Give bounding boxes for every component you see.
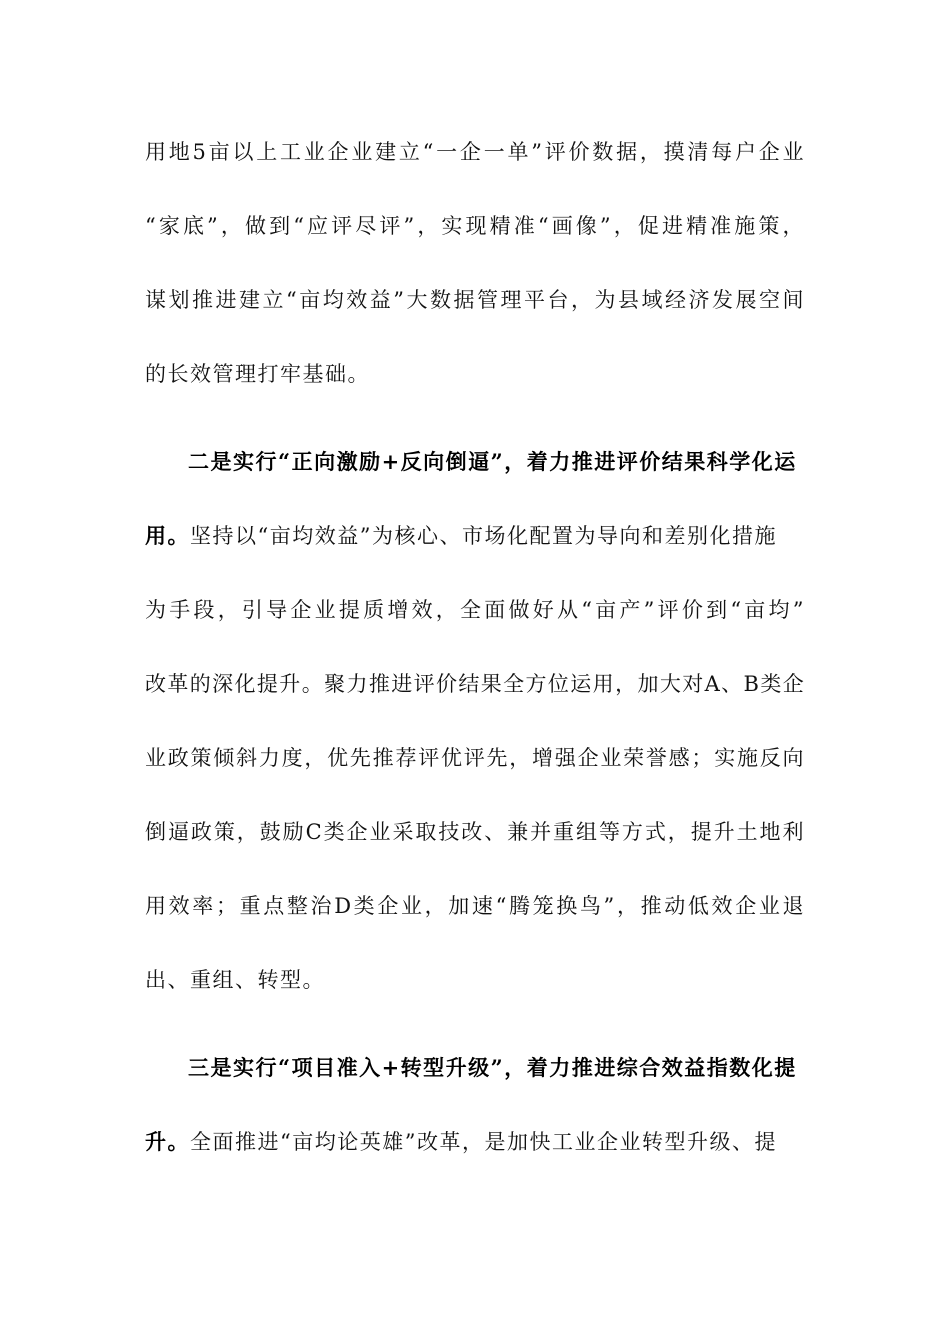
section-heading-line (188, 1051, 805, 1085)
line-text: 全面推进“亩均论英雄”改革，是加快工业企业转型升级、提 (190, 1130, 777, 1154)
line-text: 的长效管理打牢基础。 (145, 362, 370, 386)
line-text: “家底”，做到“应评尽评”，实现精准“画像”，促进精准施策， (145, 214, 805, 238)
line-text: 改革的深化提升。聚力推进评价结果全方位运用，加大对A、B类企 (145, 672, 805, 696)
line-text: 用地5亩以上工业企业建立“一企一单”评价数据，摸清每户企业 (145, 140, 805, 164)
section-heading-end: 升。 (145, 1129, 190, 1154)
line-text: 出、重组、转型。 (145, 968, 325, 992)
paragraph-line (145, 135, 805, 169)
line-text: 倒逼政策，鼓励C类企业采取技改、兼并重组等方式，提升土地利 (145, 820, 805, 844)
section-heading: 三是实行“项目准入+转型升级”，着力推进综合效益指数化提 (188, 1055, 797, 1080)
line-text: 谋划推进建立“亩均效益”大数据管理平台，为县域经济发展空间 (145, 288, 805, 312)
paragraph-line (145, 815, 805, 849)
line-text: 为手段，引导企业提质增效，全面做好从“亩产”评价到“亩均” (145, 598, 805, 622)
paragraph-line (145, 963, 805, 997)
paragraph-line (145, 889, 805, 923)
paragraph-line (145, 283, 805, 317)
paragraph-line (145, 741, 805, 775)
paragraph-line (145, 1125, 805, 1159)
section-heading-line (188, 445, 805, 479)
line-text: 坚持以“亩均效益”为核心、市场化配置为导向和差别化措施 (190, 524, 777, 548)
line-text: 用效率；重点整治D类企业，加速“腾笼换鸟”，推动低效企业退 (145, 894, 805, 918)
section-heading-end: 用。 (145, 523, 190, 548)
paragraph-line (145, 519, 805, 553)
paragraph-line (145, 357, 805, 391)
line-text: 业政策倾斜力度，优先推荐评优评先，增强企业荣誉感；实施反向 (145, 746, 805, 770)
paragraph-line (145, 209, 805, 243)
paragraph-line (145, 667, 805, 701)
paragraph-line (145, 593, 805, 627)
section-heading: 二是实行“正向激励+反向倒逼”，着力推进评价结果科学化运 (188, 449, 797, 474)
